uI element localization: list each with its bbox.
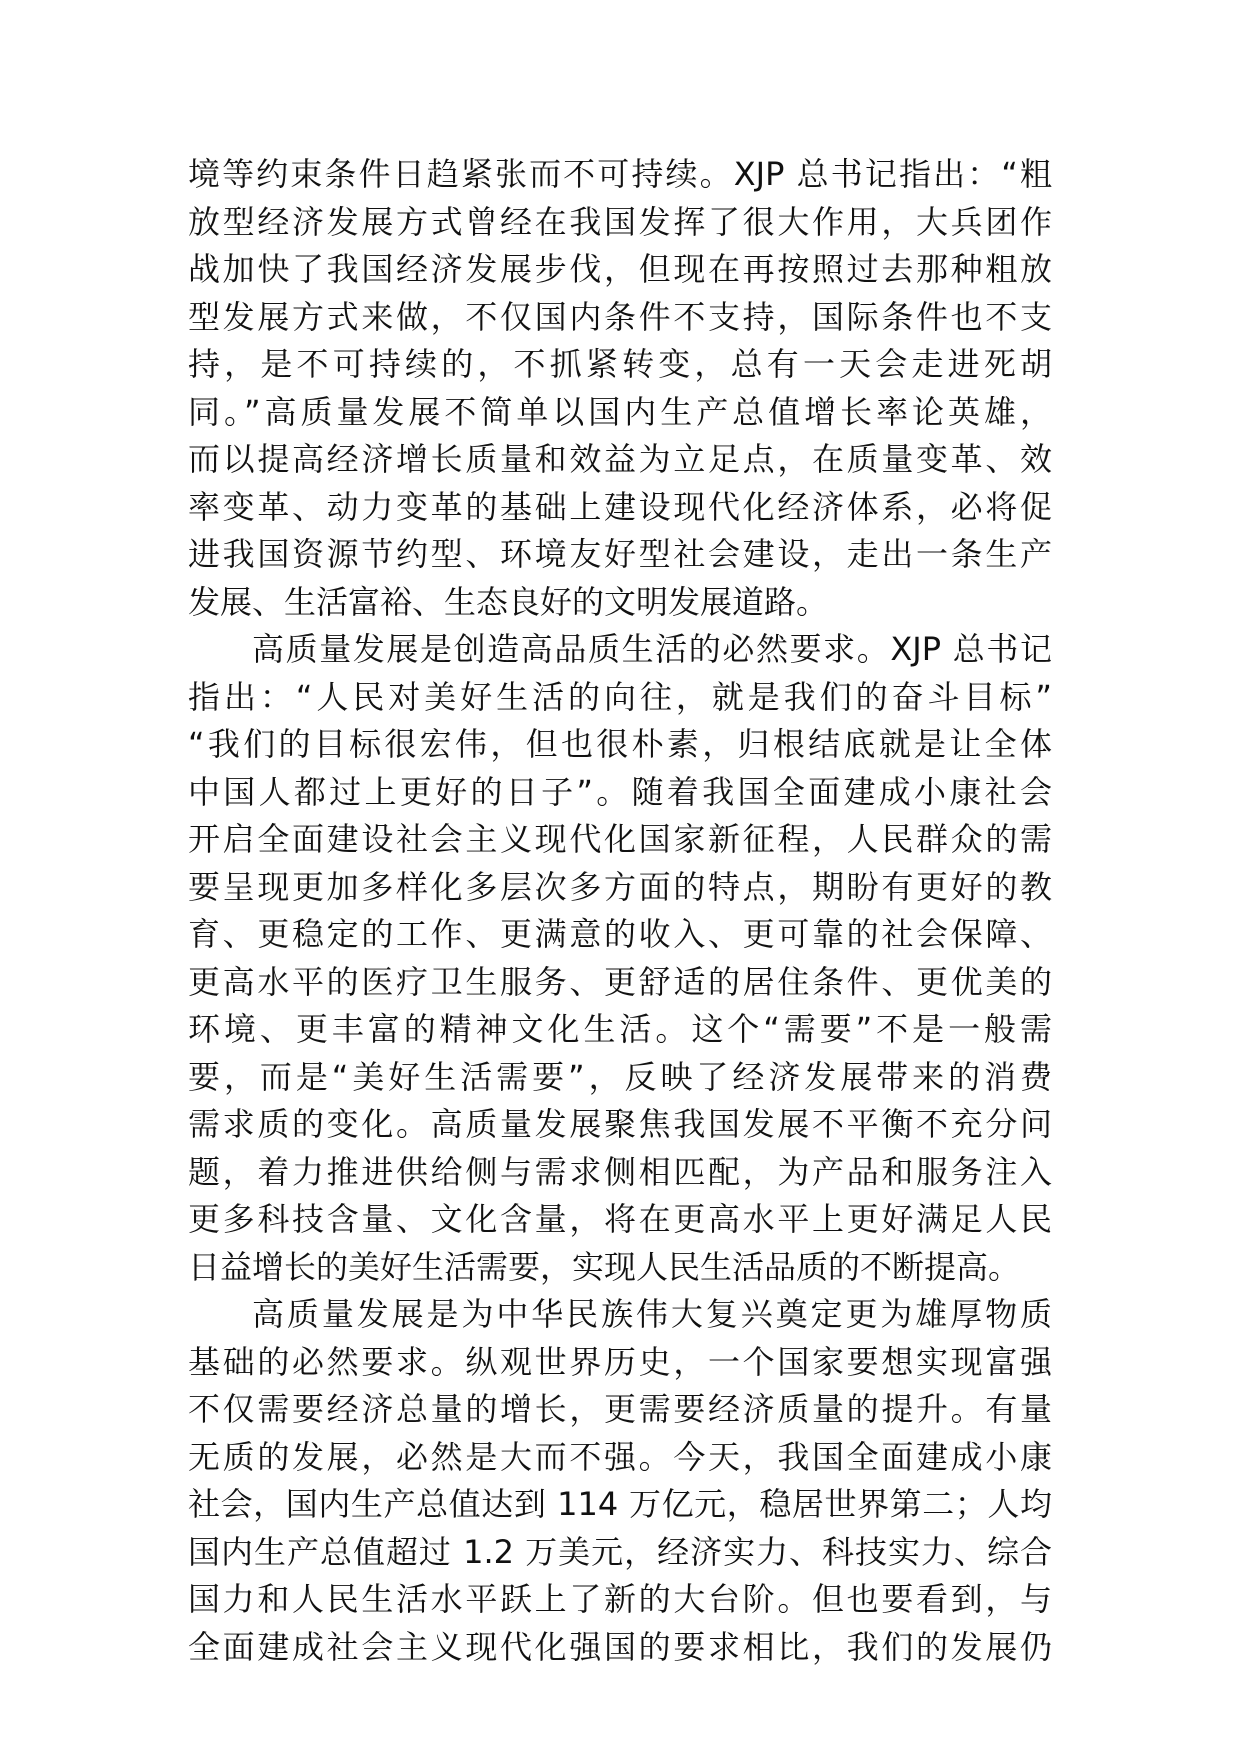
text-line: 境等约束条件日趋紧张而不可持续。XJP 总书记指出：“粗 xyxy=(188,155,1052,193)
text-line: 社会，国内生产总值达到 114 万亿元，稳居世界第二；人均 xyxy=(188,1485,1052,1523)
text-line: 发展、生活富裕、生态良好的文明发展道路。 xyxy=(188,582,829,621)
text-line: 放型经济发展方式曾经在我国发挥了很大作用，大兵团作 xyxy=(188,202,1052,241)
text-line: 高质量发展是为中华民族伟大复兴奠定更为雄厚物质 xyxy=(252,1295,1052,1333)
paragraph-2 xyxy=(188,626,1052,1291)
text-line: 题，着力推进供给侧与需求侧相匹配，为产品和服务注入 xyxy=(188,1152,1052,1191)
text-line: 环境、更丰富的精神文化生活。这个“需要”不是一般需 xyxy=(188,1010,1052,1048)
text-line: 更多科技含量、文化含量，将在更高水平上更好满足人民 xyxy=(188,1200,1052,1238)
text-line: 国力和人民生活水平跃上了新的大台阶。但也要看到，与 xyxy=(188,1580,1052,1618)
text-line: 型发展方式来做，不仅国内条件不支持，国际条件也不支 xyxy=(188,297,1052,336)
body-text xyxy=(188,151,1052,1671)
text-line: 而以提高经济增长质量和效益为立足点，在质量变革、效 xyxy=(188,440,1052,478)
paragraph-3 xyxy=(188,1291,1052,1671)
text-line: 全面建成社会主义现代化强国的要求相比，我们的发展仍 xyxy=(188,1627,1052,1666)
text-line: “我们的目标很宏伟，但也很朴素，归根结底就是让全体 xyxy=(188,725,1052,763)
text-line: 率变革、动力变革的基础上建设现代化经济体系，必将促 xyxy=(188,487,1052,526)
text-line: 国内生产总值超过 1.2 万美元，经济实力、科技实力、综合 xyxy=(188,1532,1052,1571)
text-line: 要呈现更加多样化多层次多方面的特点，期盼有更好的教 xyxy=(188,867,1052,906)
text-line: 需求质的变化。高质量发展聚焦我国发展不平衡不充分问 xyxy=(188,1105,1052,1143)
text-line: 持，是不可持续的，不抓紧转变，总有一天会走进死胡 xyxy=(188,345,1052,383)
text-line: 要，而是“美好生活需要”，反映了经济发展带来的消费 xyxy=(188,1057,1052,1096)
text-line: 开启全面建设社会主义现代化国家新征程，人民群众的需 xyxy=(188,820,1052,858)
text-line: 基础的必然要求。纵观世界历史，一个国家要想实现富强 xyxy=(188,1342,1052,1381)
text-line: 无质的发展，必然是大而不强。今天，我国全面建成小康 xyxy=(188,1437,1052,1476)
paragraph-1 xyxy=(188,151,1052,626)
text-line: 高质量发展是创造高品质生活的必然要求。XJP 总书记 xyxy=(252,630,1052,668)
text-line: 育、更稳定的工作、更满意的收入、更可靠的社会保障、 xyxy=(188,915,1052,953)
text-line: 战加快了我国经济发展步伐，但现在再按照过去那种粗放 xyxy=(188,250,1052,288)
text-line: 指出：“人民对美好生活的向往，就是我们的奋斗目标” xyxy=(188,677,1052,716)
text-line: 中国人都过上更好的日子”。随着我国全面建成小康社会 xyxy=(188,772,1052,811)
text-line: 更高水平的医疗卫生服务、更舒适的居住条件、更优美的 xyxy=(188,962,1052,1001)
text-line: 日益增长的美好生活需要，实现人民生活品质的不断提高。 xyxy=(188,1247,1021,1286)
text-line: 不仅需要经济总量的增长，更需要经济质量的提升。有量 xyxy=(188,1390,1052,1428)
text-line: 进我国资源节约型、环境友好型社会建设，走出一条生产 xyxy=(188,535,1052,573)
text-line: 同。”高质量发展不简单以国内生产总值增长率论英雄， xyxy=(188,392,1052,431)
